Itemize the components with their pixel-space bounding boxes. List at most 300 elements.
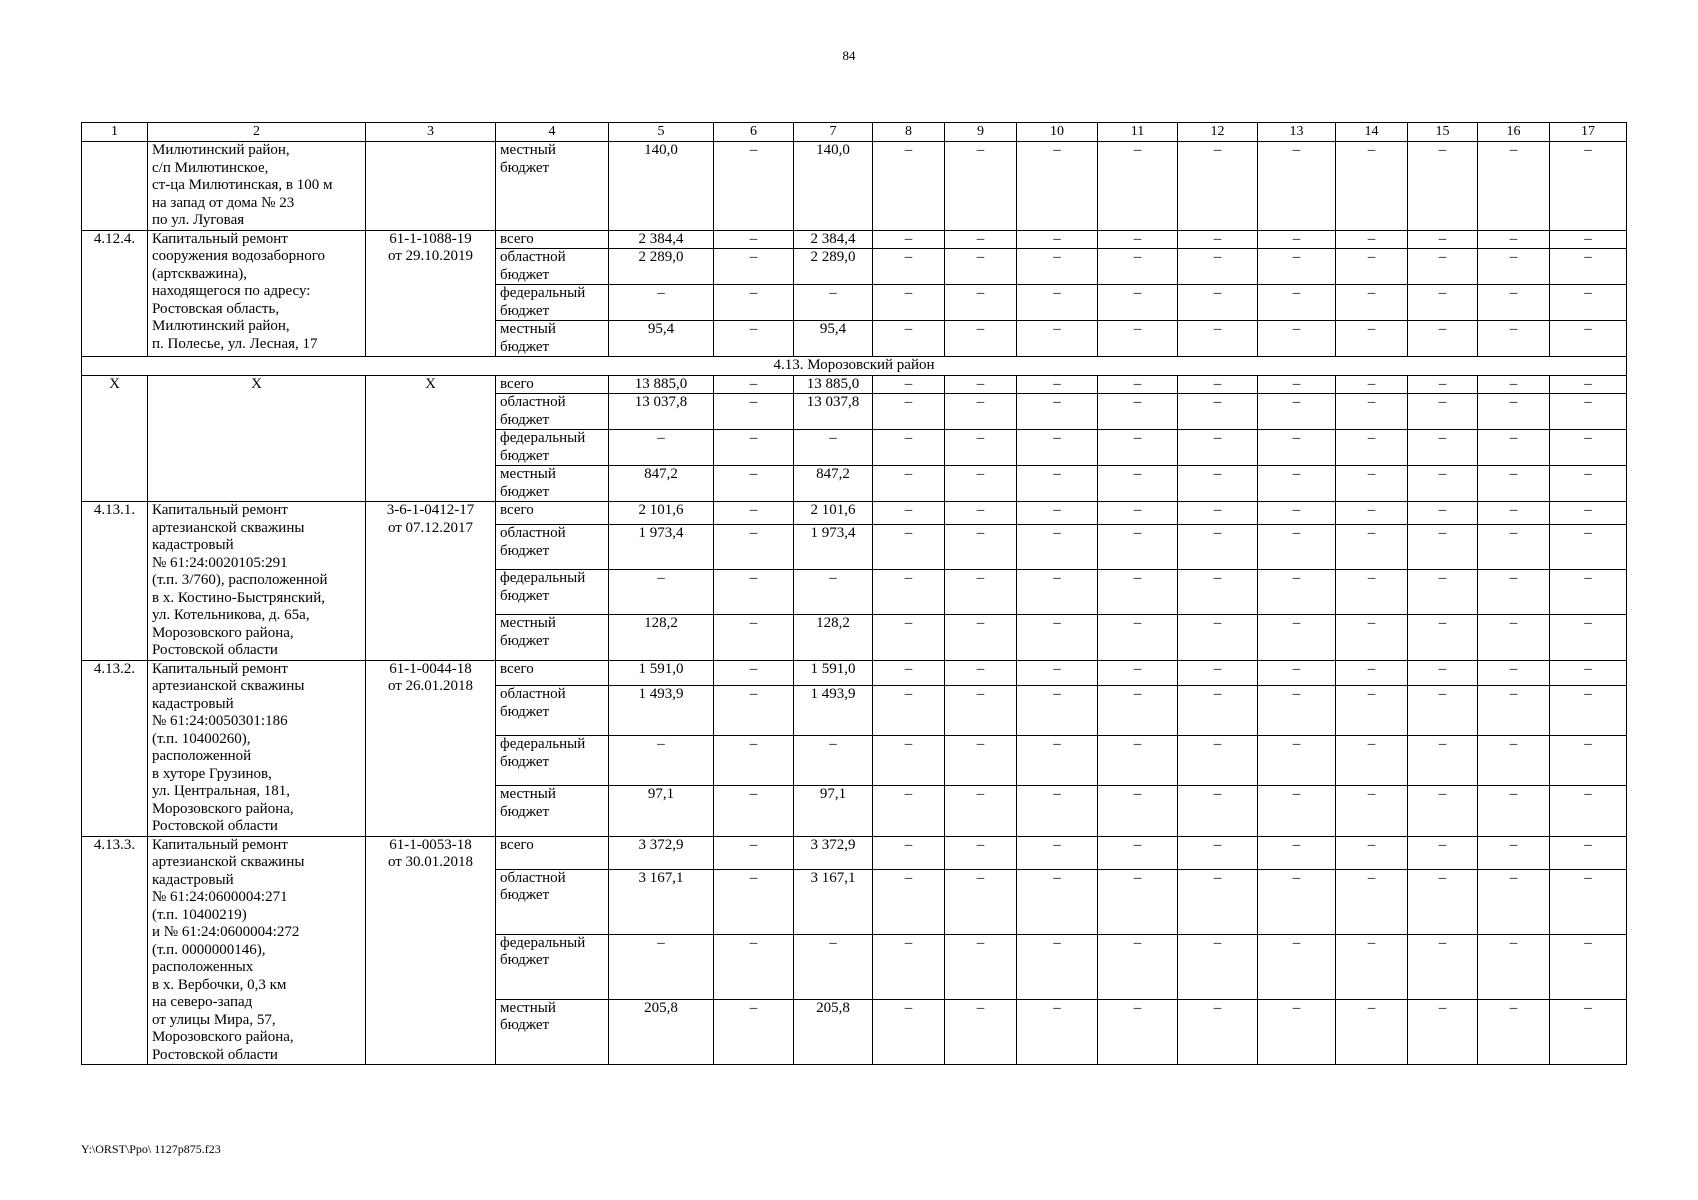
value-cell: – (1098, 375, 1178, 394)
value-cell: – (1478, 525, 1550, 570)
value-cell: – (1098, 285, 1178, 321)
value-cell: – (1098, 321, 1178, 357)
value-total: 128,2 (609, 615, 714, 660)
value-cell: – (1017, 430, 1098, 466)
value-cell: – (945, 249, 1017, 285)
funding-source: областной бюджет (496, 686, 609, 736)
value-cell: – (945, 570, 1017, 615)
column-number-header: 11 (1098, 123, 1178, 142)
value-cell: – (1258, 786, 1336, 836)
value-cell: – (1408, 285, 1478, 321)
funding-source: федеральный бюджет (496, 285, 609, 321)
page-number: 84 (842, 48, 856, 63)
value-col-7: 1 591,0 (794, 660, 873, 686)
column-number-header: 9 (945, 123, 1017, 142)
value-cell: – (1098, 836, 1178, 869)
value-cell: – (1178, 249, 1258, 285)
value-cell: – (945, 934, 1017, 999)
value-cell: – (1178, 786, 1258, 836)
value-cell: – (873, 142, 945, 231)
item-description: Х (148, 375, 366, 502)
value-total: 2 289,0 (609, 249, 714, 285)
value-cell: – (1258, 615, 1336, 660)
value-cell: – (1408, 836, 1478, 869)
value-cell: – (1098, 660, 1178, 686)
funding-source: местный бюджет (496, 142, 609, 231)
column-number-header: 8 (873, 123, 945, 142)
value-cell: – (1408, 999, 1478, 1064)
value-total: – (609, 285, 714, 321)
value-cell: – (1478, 736, 1550, 786)
value-cell: – (1408, 430, 1478, 466)
column-number-header: 13 (1258, 123, 1336, 142)
funding-source: федеральный бюджет (496, 430, 609, 466)
value-cell: – (1178, 285, 1258, 321)
value-cell: – (1017, 375, 1098, 394)
value-cell: – (1550, 736, 1627, 786)
value-cell: – (873, 570, 945, 615)
value-col-7: – (794, 736, 873, 786)
value-cell: – (1478, 934, 1550, 999)
value-cell: – (1336, 249, 1408, 285)
value-cell: – (1017, 230, 1098, 249)
funding-source: областной бюджет (496, 525, 609, 570)
funding-source: всего (496, 836, 609, 869)
value-cell: – (1178, 999, 1258, 1064)
value-cell: – (1098, 869, 1178, 934)
value-cell: – (1550, 570, 1627, 615)
value-cell: – (1550, 836, 1627, 869)
value-col-6: – (714, 230, 794, 249)
funding-source: местный бюджет (496, 615, 609, 660)
value-cell: – (1098, 615, 1178, 660)
value-cell: – (1017, 686, 1098, 736)
value-col-6: – (714, 686, 794, 736)
header-row (82, 123, 1627, 142)
value-cell: – (873, 502, 945, 525)
value-cell: – (873, 869, 945, 934)
funding-source: местный бюджет (496, 321, 609, 357)
value-col-7: 847,2 (794, 466, 873, 502)
value-total: 1 973,4 (609, 525, 714, 570)
column-number-header: 1 (82, 123, 148, 142)
value-col-7: 95,4 (794, 321, 873, 357)
value-cell: – (1098, 934, 1178, 999)
value-cell: – (945, 285, 1017, 321)
funding-source: федеральный бюджет (496, 934, 609, 999)
value-col-7: 205,8 (794, 999, 873, 1064)
value-col-6: – (714, 736, 794, 786)
value-cell: – (1408, 249, 1478, 285)
item-description: Капитальный ремонт сооружения водозаборного (артскважина), находящегося по адресу: Ростовская область, Милютинский район, п. Полесье, ул. Лесная, 17 (148, 230, 366, 357)
value-cell: – (1550, 230, 1627, 249)
value-cell: – (945, 786, 1017, 836)
value-cell: – (945, 615, 1017, 660)
value-cell: – (1258, 999, 1336, 1064)
value-cell: – (1408, 786, 1478, 836)
value-cell: – (1550, 249, 1627, 285)
value-cell: – (1408, 525, 1478, 570)
value-col-7: – (794, 570, 873, 615)
value-col-7: 13 037,8 (794, 394, 873, 430)
value-cell: – (1550, 285, 1627, 321)
value-cell: – (1098, 142, 1178, 231)
value-cell: – (873, 430, 945, 466)
item-description: Капитальный ремонт артезианской скважины кадастровый № 61:24:0020105:291 (т.п. 3/760), расположенной в х. Костино-Быстрянский, ул. Котельникова, д. 65а, Морозовского района, Ростовской области (148, 502, 366, 661)
value-cell: – (1258, 430, 1336, 466)
value-cell: – (1336, 230, 1408, 249)
value-cell: – (1178, 686, 1258, 736)
value-cell: – (945, 321, 1017, 357)
value-total: 3 372,9 (609, 836, 714, 869)
value-col-6: – (714, 786, 794, 836)
value-col-7: 140,0 (794, 142, 873, 231)
value-cell: – (1178, 502, 1258, 525)
value-cell: – (1408, 321, 1478, 357)
value-cell: – (1098, 502, 1178, 525)
value-cell: – (873, 836, 945, 869)
value-cell: – (1550, 869, 1627, 934)
value-cell: – (1098, 466, 1178, 502)
value-cell: – (1408, 375, 1478, 394)
value-total: 97,1 (609, 786, 714, 836)
value-cell: – (873, 660, 945, 686)
value-cell: – (945, 466, 1017, 502)
value-cell: – (1550, 686, 1627, 736)
funding-source: всего (496, 375, 609, 394)
value-cell: – (1098, 430, 1178, 466)
value-cell: – (1258, 249, 1336, 285)
value-cell: – (873, 615, 945, 660)
value-cell: – (1550, 375, 1627, 394)
value-cell: – (1478, 375, 1550, 394)
value-cell: – (1336, 466, 1408, 502)
value-col-6: – (714, 999, 794, 1064)
value-cell: – (1017, 660, 1098, 686)
value-cell: – (945, 375, 1017, 394)
funding-source: федеральный бюджет (496, 736, 609, 786)
value-cell: – (1017, 249, 1098, 285)
value-cell: – (1178, 525, 1258, 570)
value-cell: – (1408, 736, 1478, 786)
value-cell: – (1408, 142, 1478, 231)
value-cell: – (1478, 430, 1550, 466)
value-cell: – (1017, 869, 1098, 934)
column-number-header: 7 (794, 123, 873, 142)
funding-source: местный бюджет (496, 786, 609, 836)
value-col-7: 3 372,9 (794, 836, 873, 869)
value-cell: – (1478, 321, 1550, 357)
value-cell: – (945, 430, 1017, 466)
value-cell: – (1178, 660, 1258, 686)
value-total: 847,2 (609, 466, 714, 502)
value-cell: – (945, 999, 1017, 1064)
value-cell: – (1408, 934, 1478, 999)
table-row (82, 375, 1627, 394)
value-cell: – (1258, 525, 1336, 570)
value-cell: – (1017, 285, 1098, 321)
value-cell: – (1550, 321, 1627, 357)
value-cell: – (945, 660, 1017, 686)
value-cell: – (1098, 736, 1178, 786)
column-number-header: 2 (148, 123, 366, 142)
funding-source: федеральный бюджет (496, 570, 609, 615)
value-cell: – (1336, 570, 1408, 615)
value-cell: – (1178, 736, 1258, 786)
value-col-6: – (714, 321, 794, 357)
value-cell: – (1178, 321, 1258, 357)
funding-source: областной бюджет (496, 249, 609, 285)
value-cell: – (1336, 615, 1408, 660)
value-cell: – (1178, 375, 1258, 394)
item-number: 4.12.4. (82, 230, 148, 357)
value-col-6: – (714, 285, 794, 321)
item-number (82, 142, 148, 231)
value-cell: – (1017, 321, 1098, 357)
value-col-6: – (714, 430, 794, 466)
item-description: Капитальный ремонт артезианской скважины кадастровый № 61:24:0600004:271 (т.п. 10400219) и № 61:24:0600004:272 (т.п. 0000000146), расположенных в х. Вербочки, 0,3 км на северо-запад от улицы Мира, 57, Морозовского района, Ростовской области (148, 836, 366, 1065)
value-cell: – (873, 999, 945, 1064)
value-cell: – (945, 869, 1017, 934)
value-cell: – (1336, 285, 1408, 321)
value-cell: – (1258, 502, 1336, 525)
value-cell: – (945, 230, 1017, 249)
expertise-conclusion: Х (366, 375, 496, 502)
value-cell: – (1550, 466, 1627, 502)
item-number: 4.13.3. (82, 836, 148, 1065)
value-cell: – (1550, 430, 1627, 466)
value-cell: – (1178, 869, 1258, 934)
value-col-7: 3 167,1 (794, 869, 873, 934)
value-col-7: 128,2 (794, 615, 873, 660)
value-cell: – (1098, 525, 1178, 570)
value-cell: – (1478, 615, 1550, 660)
value-cell: – (945, 394, 1017, 430)
value-cell: – (1478, 466, 1550, 502)
value-cell: – (1258, 736, 1336, 786)
value-total: 1 493,9 (609, 686, 714, 736)
value-cell: – (1258, 230, 1336, 249)
funding-source: всего (496, 660, 609, 686)
value-cell: – (1478, 249, 1550, 285)
value-cell: – (873, 466, 945, 502)
value-cell: – (873, 686, 945, 736)
value-col-7: 2 384,4 (794, 230, 873, 249)
column-number-header: 12 (1178, 123, 1258, 142)
value-cell: – (1478, 686, 1550, 736)
value-cell: – (1336, 836, 1408, 869)
footer-file-path: Y:\ORST\Ppo\ 1127p875.f23 (81, 1142, 221, 1156)
value-cell: – (1408, 615, 1478, 660)
value-cell: – (1258, 466, 1336, 502)
funding-source: областной бюджет (496, 869, 609, 934)
value-cell: – (1258, 285, 1336, 321)
value-cell: – (1017, 615, 1098, 660)
value-cell: – (1550, 615, 1627, 660)
value-cell: – (945, 502, 1017, 525)
value-cell: – (1550, 934, 1627, 999)
value-col-6: – (714, 394, 794, 430)
value-total: 2 384,4 (609, 230, 714, 249)
value-cell: – (1098, 570, 1178, 615)
column-number-header: 17 (1550, 123, 1627, 142)
value-cell: – (1178, 430, 1258, 466)
value-cell: – (1336, 375, 1408, 394)
value-cell: – (1017, 394, 1098, 430)
value-cell: – (1178, 142, 1258, 231)
value-cell: – (1098, 249, 1178, 285)
value-col-6: – (714, 502, 794, 525)
value-cell: – (1550, 394, 1627, 430)
expertise-conclusion: 61-1-1088-19 от 29.10.2019 (366, 230, 496, 357)
value-cell: – (1336, 502, 1408, 525)
expertise-conclusion: 3-6-1-0412-17 от 07.12.2017 (366, 502, 496, 661)
value-cell: – (1336, 321, 1408, 357)
funding-source: местный бюджет (496, 466, 609, 502)
value-cell: – (1478, 660, 1550, 686)
value-cell: – (945, 736, 1017, 786)
value-cell: – (1408, 869, 1478, 934)
value-col-6: – (714, 934, 794, 999)
value-cell: – (1336, 934, 1408, 999)
value-col-7: 2 101,6 (794, 502, 873, 525)
section-title: 4.13. Морозовский район (82, 357, 1627, 376)
value-cell: – (1408, 394, 1478, 430)
value-col-7: 97,1 (794, 786, 873, 836)
value-cell: – (1478, 786, 1550, 836)
value-cell: – (1098, 786, 1178, 836)
value-cell: – (945, 525, 1017, 570)
value-col-7: 1 973,4 (794, 525, 873, 570)
value-cell: – (1336, 786, 1408, 836)
value-cell: – (1336, 142, 1408, 231)
column-number-header: 10 (1017, 123, 1098, 142)
value-col-7: 1 493,9 (794, 686, 873, 736)
value-cell: – (1017, 466, 1098, 502)
value-cell: – (1258, 375, 1336, 394)
value-cell: – (945, 836, 1017, 869)
value-total: 2 101,6 (609, 502, 714, 525)
value-cell: – (1178, 570, 1258, 615)
value-col-7: 2 289,0 (794, 249, 873, 285)
value-cell: – (1336, 660, 1408, 686)
value-cell: – (1098, 230, 1178, 249)
value-total: 205,8 (609, 999, 714, 1064)
expertise-conclusion: 61-1-0044-18 от 26.01.2018 (366, 660, 496, 836)
funding-source: всего (496, 230, 609, 249)
value-cell: – (1258, 934, 1336, 999)
value-cell: – (873, 285, 945, 321)
value-cell: – (1017, 525, 1098, 570)
table-row (82, 502, 1627, 525)
value-cell: – (1550, 502, 1627, 525)
value-cell: – (1478, 836, 1550, 869)
item-description: Капитальный ремонт артезианской скважины кадастровый № 61:24:0050301:186 (т.п. 10400260), расположенной в хуторе Грузинов, ул. Центральная, 181, Морозовского района, Ростовской области (148, 660, 366, 836)
value-total: 95,4 (609, 321, 714, 357)
value-cell: – (1258, 836, 1336, 869)
value-cell: – (1017, 502, 1098, 525)
section-row (82, 357, 1627, 376)
table-row (82, 660, 1627, 686)
value-cell: – (1098, 394, 1178, 430)
funding-source: областной бюджет (496, 394, 609, 430)
value-total: – (609, 934, 714, 999)
value-cell: – (1178, 836, 1258, 869)
value-cell: – (873, 736, 945, 786)
table-row (82, 230, 1627, 249)
value-cell: – (1017, 736, 1098, 786)
value-col-6: – (714, 615, 794, 660)
value-col-6: – (714, 660, 794, 686)
value-col-6: – (714, 375, 794, 394)
item-number: Х (82, 375, 148, 502)
value-cell: – (1336, 394, 1408, 430)
funding-source: местный бюджет (496, 999, 609, 1064)
item-number: 4.13.1. (82, 502, 148, 661)
value-col-6: – (714, 836, 794, 869)
budget-table (81, 122, 1627, 1065)
value-cell: – (1258, 660, 1336, 686)
value-col-6: – (714, 869, 794, 934)
value-col-6: – (714, 525, 794, 570)
value-cell: – (1178, 230, 1258, 249)
value-cell: – (1017, 934, 1098, 999)
value-cell: – (873, 249, 945, 285)
value-cell: – (1017, 786, 1098, 836)
funding-source: всего (496, 502, 609, 525)
value-cell: – (1017, 836, 1098, 869)
item-description: Милютинский район, с/п Милютинское, ст-ца Милютинская, в 100 м на запад от дома № 23 по ул. Луговая (148, 142, 366, 231)
value-cell: – (1408, 570, 1478, 615)
value-cell: – (873, 934, 945, 999)
column-number-header: 14 (1336, 123, 1408, 142)
value-col-6: – (714, 466, 794, 502)
column-number-header: 3 (366, 123, 496, 142)
value-cell: – (1550, 142, 1627, 231)
value-total: – (609, 736, 714, 786)
column-number-header: 5 (609, 123, 714, 142)
value-col-7: 13 885,0 (794, 375, 873, 394)
value-cell: – (873, 375, 945, 394)
value-cell: – (1017, 142, 1098, 231)
value-cell: – (1408, 686, 1478, 736)
value-col-7: – (794, 285, 873, 321)
value-total: 13 037,8 (609, 394, 714, 430)
column-number-header: 16 (1478, 123, 1550, 142)
value-cell: – (1178, 466, 1258, 502)
value-cell: – (1478, 570, 1550, 615)
value-cell: – (1550, 660, 1627, 686)
value-cell: – (1258, 869, 1336, 934)
value-cell: – (945, 686, 1017, 736)
column-number-header: 6 (714, 123, 794, 142)
value-cell: – (1178, 615, 1258, 660)
value-total: 13 885,0 (609, 375, 714, 394)
table-row (82, 836, 1627, 869)
column-number-header: 15 (1408, 123, 1478, 142)
item-number: 4.13.2. (82, 660, 148, 836)
value-cell: – (1550, 786, 1627, 836)
value-cell: – (1478, 230, 1550, 249)
table-row (82, 142, 1627, 231)
value-cell: – (873, 786, 945, 836)
value-cell: – (1550, 999, 1627, 1064)
value-cell: – (1408, 230, 1478, 249)
value-cell: – (1258, 394, 1336, 430)
column-number-header: 4 (496, 123, 609, 142)
value-cell: – (1336, 736, 1408, 786)
value-cell: – (1478, 394, 1550, 430)
